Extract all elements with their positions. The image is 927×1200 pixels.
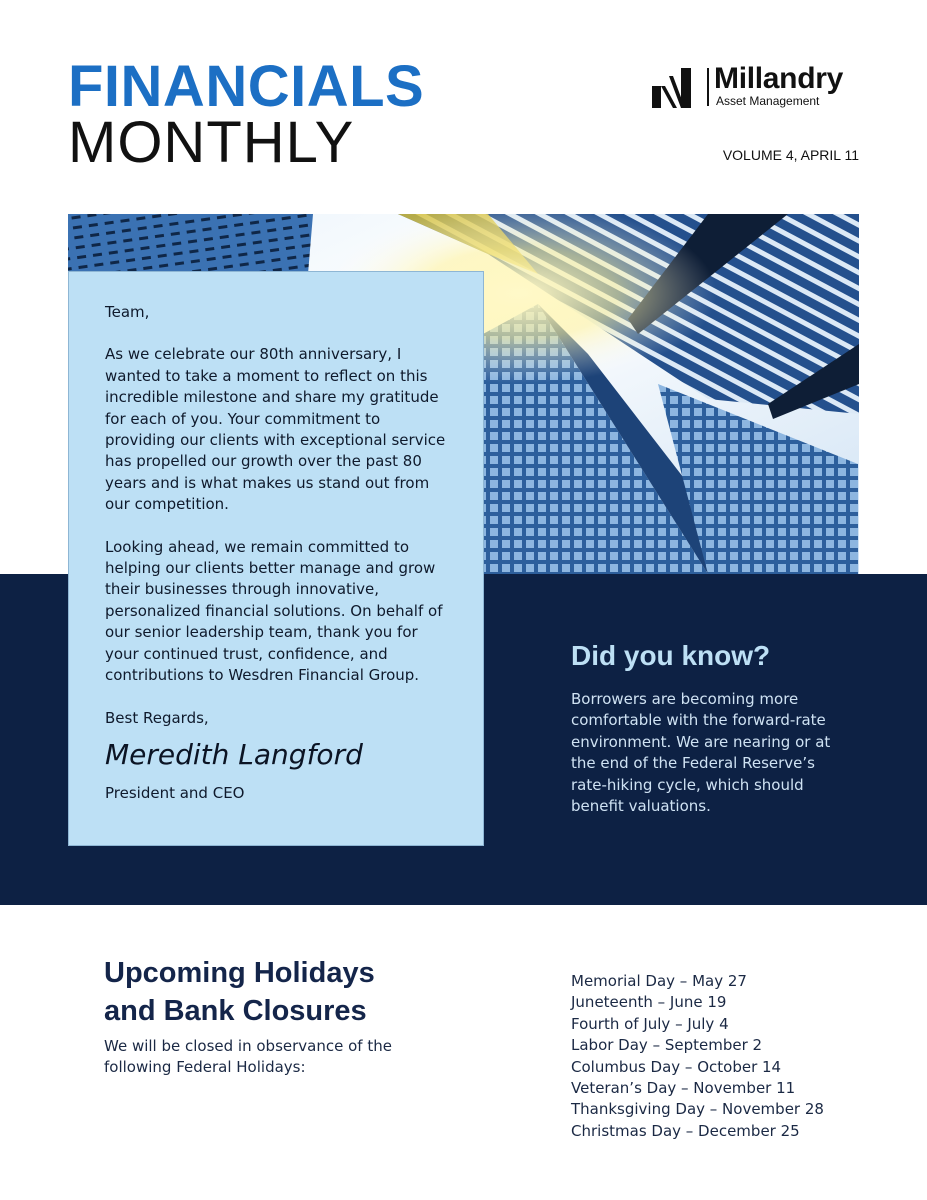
did-you-know-heading: Did you know? <box>571 640 771 671</box>
letter-greeting: Team, <box>105 303 150 321</box>
holiday-item: Labor Day – September 2 <box>571 1036 763 1055</box>
holidays-heading: Upcoming Holidays and Bank Closures <box>104 957 375 1027</box>
holiday-item: Columbus Day – October 14 <box>571 1057 782 1076</box>
holiday-item: Christmas Day – December 25 <box>571 1121 800 1140</box>
did-you-know-body: Borrowers are becoming more comfortable with the forward-rate environment. We are nearing or at the end of the Federal Reserve’s rate-hiking cycle, which should benefit valuations. <box>571 690 831 816</box>
letter-paragraph: Looking ahead, we remain committed to helping our clients better manage and grow their businesses through innovative, personalized financial solutions. On behalf of our senior leadership team, thank you for your continued trust, confidence, and contributions to Wesdren Financial Group. <box>105 537 443 685</box>
letter-closing: Best Regards, <box>105 708 209 727</box>
newsletter-title-monthly: MONTHLY <box>68 110 355 175</box>
newsletter-title-financials: FINANCIALS <box>68 54 425 119</box>
holiday-list <box>571 971 824 1142</box>
bar-chart-logo-icon <box>652 68 694 108</box>
holiday-item: Memorial Day – May 27 <box>571 972 747 990</box>
signature-name: Meredith Langford <box>105 737 363 771</box>
signer-title: President and CEO <box>105 783 245 802</box>
holiday-item: Juneteenth – June 19 <box>571 993 727 1012</box>
logo-company-name: Millandry <box>714 62 843 95</box>
volume-date: VOLUME 4, APRIL 11 <box>722 147 859 163</box>
logo-subtitle: Asset Management <box>716 94 820 108</box>
logo-divider <box>707 68 709 106</box>
holiday-item: Veteran’s Day – November 11 <box>571 1079 796 1098</box>
holidays-intro: We will be closed in observance of the following Federal Holidays: <box>104 1037 392 1077</box>
company-logo <box>652 64 862 112</box>
holiday-item: Fourth of July – July 4 <box>571 1014 729 1033</box>
letter-paragraph: As we celebrate our 80th anniversary, I wanted to take a moment to reflect on this incredible milestone and share my gratitude for each of you. Your commitment to providing our clients with exceptional service has propelled our growth over the past 80 years and is what makes us stand out from our competition. <box>105 345 446 514</box>
ceo-letter-card <box>68 271 484 846</box>
holiday-item: Thanksgiving Day – November 28 <box>571 1100 824 1119</box>
